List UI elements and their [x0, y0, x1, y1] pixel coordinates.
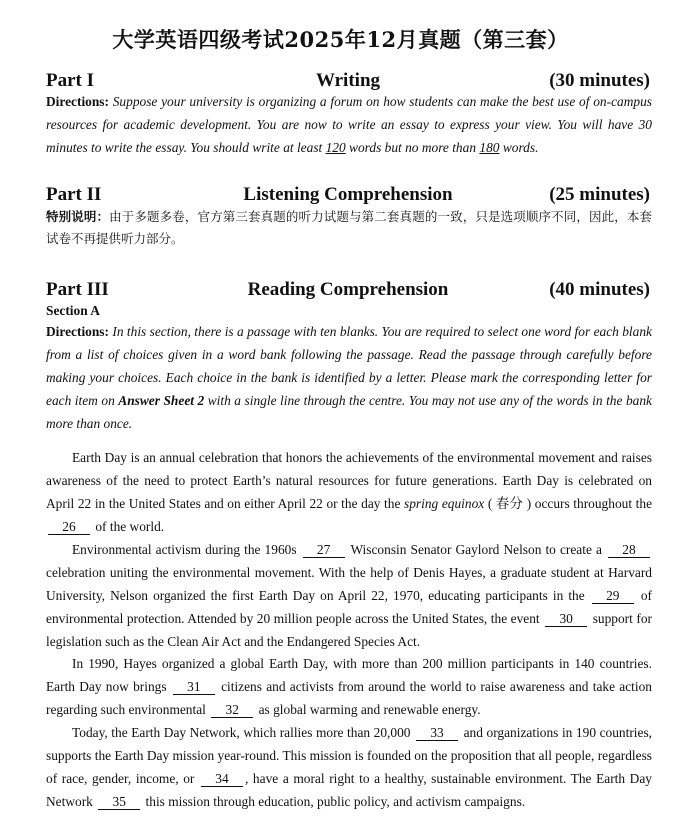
p4-text-d: this mission through education, public policy, and activism campaigns. — [142, 794, 526, 809]
passage-paragraph-1 — [46, 446, 652, 538]
p1-text-a: Earth Day is an annual celebration that honors the achievements of the environmental movement and raises awareness of the need to protect Earth’s natural resources for future generations. Earth Day is celebrated on April 22 in the United States and on either April 22 or the day the — [46, 450, 652, 511]
part3-name: Reading Comprehension — [247, 279, 449, 300]
part3-label: Part III — [46, 279, 109, 300]
p1-text-c: of the world. — [92, 519, 165, 534]
passage-paragraph-4 — [46, 721, 652, 813]
part1-label: Part I — [46, 70, 95, 91]
p2-text-c: celebration uniting the environmental movement. With the help of Denis Hayes, a graduate student at Harvard University, Nelson organized the first Earth Day on April 22, 1970, educating participants in the — [46, 565, 652, 603]
p3-text-c: as global warming and renewable energy. — [255, 702, 481, 717]
p2-text-e: support for legislation such as the Clean Air Act and the Endangered Species Act. — [46, 611, 652, 649]
exam-title: 大学英语四级考试2025年12月真题（第三套） — [112, 27, 569, 52]
blank-33: 33 — [416, 725, 458, 741]
p2-text-d: of environmental protection. Attended by 20 million people across the United States, the event — [46, 588, 652, 626]
part3-directions-text-a: In this section, there is a passage with ten blanks. You are required to select one word for each blank from a list of choices given in a word bank following the passage. Read the passage through carefully before making your choices. Each choice in the bank is identified by a letter. Please mark the corresponding letter for each item on — [46, 324, 652, 408]
p3-text-b: citizens and activists from around the world to raise awareness and take action regarding such environmental — [46, 679, 652, 717]
part1-directions-label: Directions: — [46, 94, 109, 109]
blank-28: 28 — [608, 542, 650, 558]
part2-time: (25 minutes) — [549, 184, 650, 205]
part1-max-words: 180 — [479, 140, 500, 155]
section-a-heading: Section A — [46, 303, 100, 318]
part3-header — [46, 279, 650, 305]
part1-name: Writing — [315, 70, 381, 91]
p1-italic: spring equinox — [404, 496, 485, 511]
part2-label: Part II — [46, 184, 102, 205]
part1-time: (30 minutes) — [549, 70, 650, 91]
blank-31: 31 — [173, 679, 215, 695]
part2-note-text: 由于多题多卷，官方第三套真题的听力试题与第二套真题的一致，只是选项顺序不同，因此，本套试卷不再提供听力部分。 — [46, 209, 652, 246]
p2-text-a: Environmental activism during the 1960s — [72, 542, 301, 557]
blank-27: 27 — [303, 542, 345, 558]
part2-name: Listening Comprehension — [243, 184, 453, 205]
p4-text-b: and organizations in 190 countries, supports the Earth Day mission year-round. This mission is founded on the proposition that all people, regardless of race, gender, income, or — [46, 725, 653, 786]
part1-min-words: 120 — [325, 140, 346, 155]
part1-directions-text-a: Suppose your university is organizing a forum on how students can make the best use of on-campus resources for academic development. You are now to write an essay to express your view. You will have 30 minutes to write the essay. You should write at least — [46, 94, 652, 155]
part1-directions-text-c: words. — [499, 140, 539, 155]
answer-sheet-ref: Answer Sheet 2 — [118, 393, 205, 408]
p2-text-b: Wisconsin Senator Gaylord Nelson to create a — [346, 542, 606, 557]
blank-34: 34 — [201, 771, 243, 787]
passage-paragraph-3 — [46, 652, 652, 721]
passage-paragraph-2 — [46, 538, 652, 653]
blank-26: 26 — [48, 519, 90, 535]
part1-directions — [46, 90, 652, 159]
blank-32: 32 — [211, 702, 253, 718]
p4-text-a: Today, the Earth Day Network, which rallies more than 20,000 — [72, 725, 415, 740]
part3-directions-label: Directions: — [46, 324, 109, 339]
part3-directions — [46, 320, 652, 435]
p4-text-c: , have a moral right to a healthy, sustainable environment. The Earth Day Network — [46, 771, 652, 809]
part3-directions-text-b: with a single line through the centre. You may not use any of the words in the bank more than once. — [46, 393, 652, 431]
part1-directions-text-b: words but no more than — [345, 140, 480, 155]
blank-29: 29 — [592, 588, 634, 604]
p3-text-a: In 1990, Hayes organized a global Earth Day, with more than 200 million participants in 140 countries. Earth Day now brings — [46, 656, 652, 694]
part2-note-label: 特别说明： — [46, 209, 110, 224]
part3-time: (40 minutes) — [549, 279, 650, 300]
blank-35: 35 — [98, 794, 140, 810]
p1-text-b: ( 春分 ) occurs throughout the — [484, 496, 653, 511]
part2-note — [46, 206, 652, 250]
blank-30: 30 — [545, 611, 587, 627]
